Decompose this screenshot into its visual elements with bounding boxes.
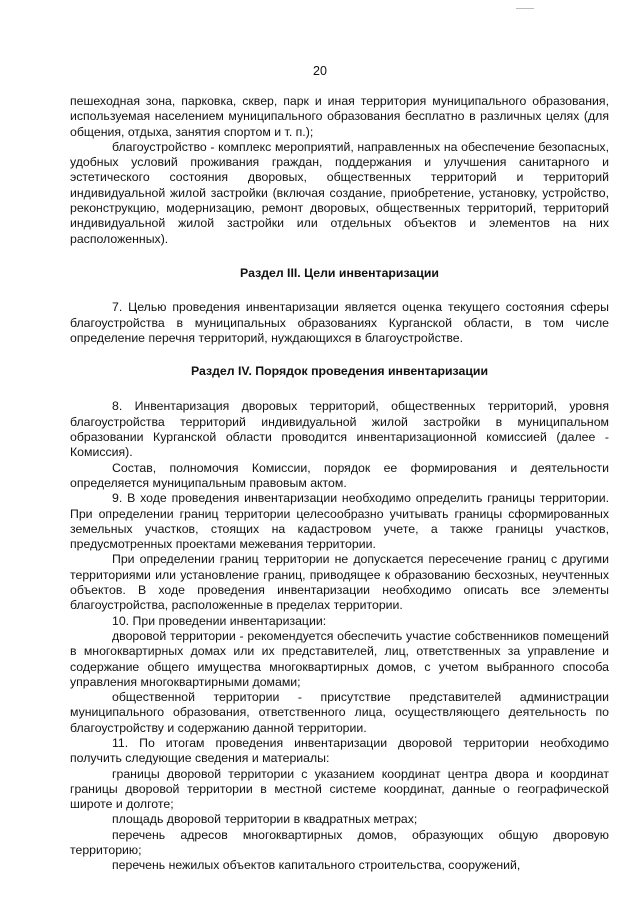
paragraph-10: 10. При проведении инвентаризации: (112, 613, 327, 628)
paragraph-7: 7. Целью проведения инвентаризации является оценка текущего состояния сферы благоустройства в муниципальных образованиях Курганской области, в том числе определение перечня территорий, нуждающихся в благоустройстве. (70, 300, 609, 345)
page-number: 20 (313, 64, 327, 78)
paragraph-public-territory: общественной территории - присутствие представителей администрации муниципального образования, ответственного лица, осуществляющего деятельность по благоустройству и содержанию данной территории. (70, 690, 609, 735)
document-body (70, 94, 609, 874)
paragraph-nonresidential-list: перечень нежилых объектов капитального строительства, сооружений, (112, 858, 521, 873)
paragraph-pedestrian-zone: пешеходная зона, парковка, сквер, парк и иная территория муниципального образования, используемая населением муниципального образования бесплатно в различных целях (для общения, отдыха, занятия спортом и т. п.); (70, 94, 609, 139)
paragraph-yard-area: площадь дворовой территории в квадратных метрах; (112, 812, 418, 827)
scan-artifact (516, 8, 534, 9)
paragraph-9: 9. В ходе проведения инвентаризации необходимо определить границы территории. При определении границ территории целесообразно учитывать границы сформированных земельных участков, стоящих на кадастровом учете, а также границы участков, предусмотренных проектами межевания территории. (70, 491, 609, 552)
paragraph-commission: Состав, полномочия Комиссии, порядок ее формирования и деятельности определяется муниципальным правовым актом. (70, 460, 609, 490)
paragraph-address-list: перечень адресов многоквартирных домов, образующих общую дворовую территорию; (70, 827, 609, 858)
paragraph-8: 8. Инвентаризация дворовых территорий, общественных территорий, уровня благоустройства территорий индивидуальной жилой застройки в муниципальном образовании Курганской области проводится инвентаризационной комиссией (далее - Комиссия). (70, 399, 609, 460)
paragraph-yard-boundaries: границы дворовой территории с указанием координат центра двора и координат границы дворовой территории в местной системе координат, данные о географической широте и долготе; (70, 766, 609, 812)
paragraph-11: 11. По итогам проведения инвентаризации дворовой территории необходимо получить следующие сведения и материалы: (70, 735, 609, 766)
section-3-heading: Раздел III. Цели инвентаризации (240, 265, 439, 280)
paragraph-improvement-definition: благоустройство - комплекс мероприятий, направленных на обеспечение безопасных, удобных условий проживания граждан, поддержания и улучшения санитарного и эстетического состояния дворовых, общественных территорий и территорий индивидуальной жилой застройки (включая создание, приобретение, установку, устройство, реконструкцию, модернизацию, ремонт дворовых, общественных территорий, территорий индивидуальной жилой застройки или отдельных объектов и элементов на них расположенных). (70, 139, 609, 246)
paragraph-yard-territory: дворовой территории - рекомендуется обеспечить участие собственников помещений в многоквартирных домах или их представителей, лиц, ответственных за управление и содержание общего имущества многоквартирных домов, с учетом выбранного способа управления многоквартирными домами; (70, 628, 609, 689)
section-4-heading: Раздел IV. Порядок проведения инвентаризации (190, 364, 489, 379)
paragraph-boundaries: При определении границ территории не допускается пересечение границ с другими территориями или установление границ, приводящее к образованию бесхозных, неучтенных объектов. В ходе проведения инвентаризации необходимо описать все элементы благоустройства, расположенные в пределах территории. (70, 552, 609, 613)
